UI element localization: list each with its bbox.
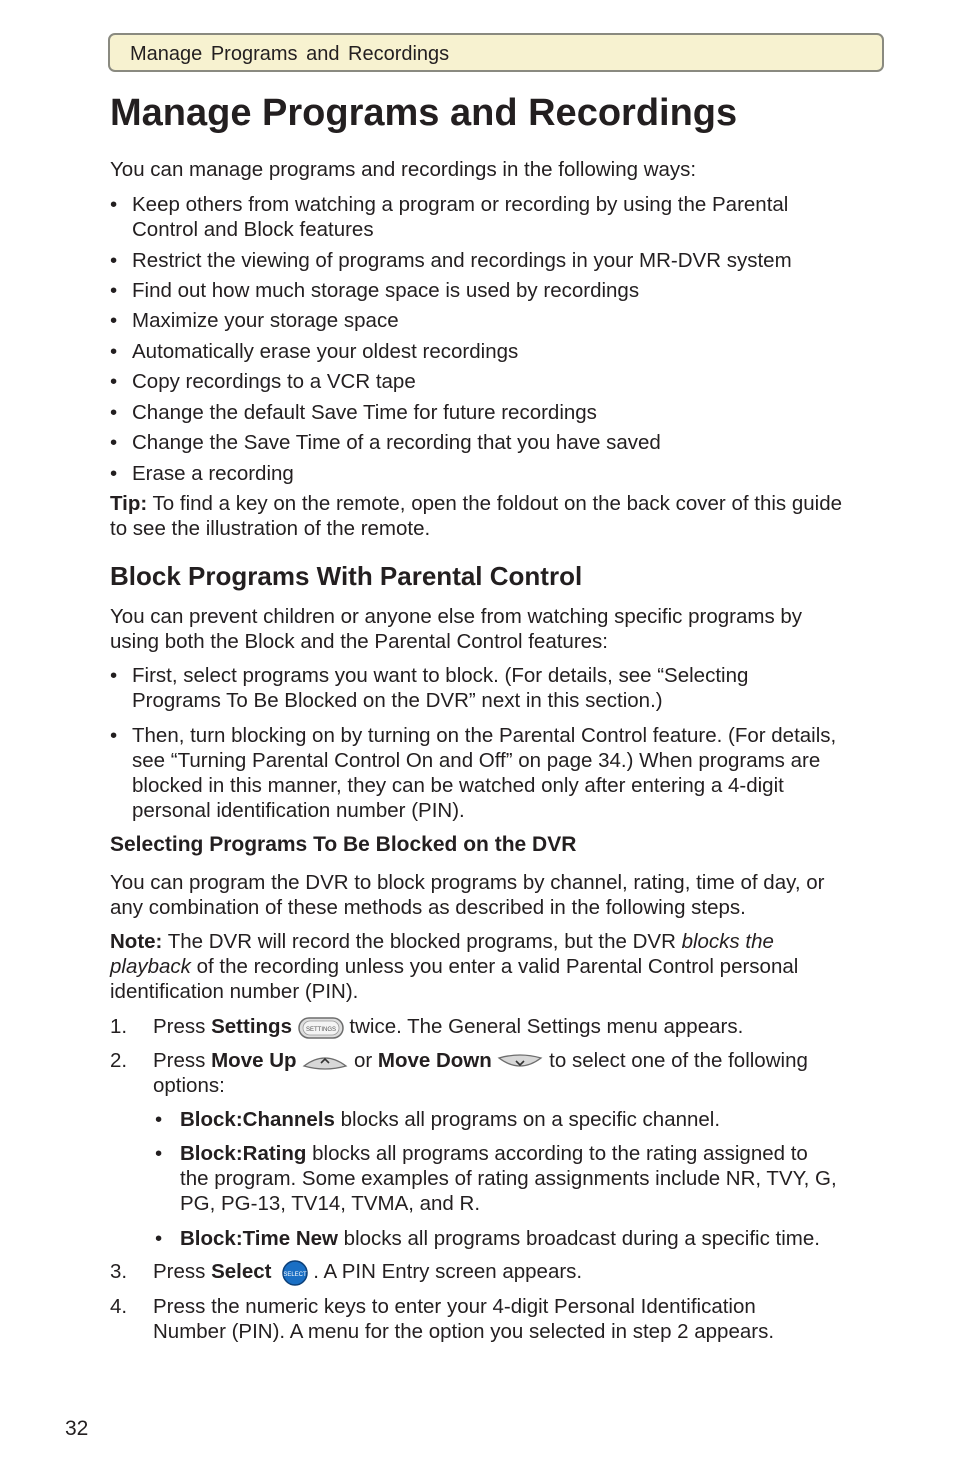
note-text: The DVR will record the blocked programs, but the DVR	[162, 930, 682, 953]
note-paragraph	[110, 929, 798, 1004]
select-button-icon	[277, 1260, 313, 1286]
step-number: 2.	[110, 1049, 128, 1072]
paragraph-line: You can prevent children or anyone else from watching specific programs by	[110, 605, 803, 628]
list-item-line: Change the Save Time of a recording that you have saved	[132, 431, 661, 454]
option-text: PG, PG-13, TV14, TVMA, and R.	[180, 1192, 481, 1215]
section-heading: Block Programs With Parental Control	[110, 561, 583, 591]
list-item-line: Programs To Be Blocked on the DVR” next in this section.)	[132, 689, 663, 712]
paragraph-line: any combination of these methods as described in the following steps.	[110, 896, 746, 919]
running-header-text: Manage Programs and Recordings	[130, 43, 450, 65]
step-text: twice. The General Settings menu appears.	[343, 1015, 744, 1038]
step-text: Press the numeric keys to enter your 4-digit Personal Identification	[153, 1295, 756, 1318]
page-title: Manage Programs and Recordings	[110, 92, 738, 134]
subsection-heading: Selecting Programs To Be Blocked on the DVR	[110, 833, 577, 856]
option-text: blocks all programs on a specific channel.	[334, 1108, 721, 1131]
step-text: . A PIN Entry screen appears.	[313, 1260, 583, 1283]
running-header-tab	[108, 33, 884, 72]
option-text: the program. Some examples of rating assignments include NR, TVY, G,	[180, 1167, 837, 1190]
list-item-line: Erase a recording	[132, 462, 294, 485]
option-key: Block:Time New	[180, 1227, 338, 1250]
tip-text: To find a key on the remote, open the foldout on the back cover of this guide	[147, 492, 843, 515]
note-emphasis: blocks the	[681, 930, 774, 953]
option-key: Block:Rating	[180, 1142, 307, 1165]
subsection-paragraph	[110, 870, 824, 920]
tip-label: Tip:	[110, 492, 148, 515]
list-item-line: Maximize your storage space	[132, 309, 399, 332]
section-paragraph	[110, 604, 802, 654]
tip-paragraph	[110, 491, 842, 541]
list-item-line: see “Turning Parental Control On and Off” on page 34.) When programs are	[132, 749, 821, 772]
note-label: Note:	[110, 930, 163, 953]
key-name: Move Up	[211, 1049, 297, 1072]
step-text: or	[348, 1049, 378, 1072]
list-item-line: blocked in this manner, they can be watched only after entering a 4-digit	[132, 774, 784, 797]
move-up-arrow-icon	[302, 1052, 348, 1072]
tip-text: to see the illustration of the remote.	[110, 517, 431, 540]
key-name: Move Down	[377, 1049, 492, 1072]
step-number: 1.	[110, 1015, 128, 1038]
key-name: Select	[211, 1260, 272, 1283]
step-text: Number (PIN). A menu for the option you selected in step 2 appears.	[153, 1320, 775, 1343]
step-text: options:	[153, 1074, 225, 1097]
list-item-line: Then, turn blocking on by turning on the Parental Control feature. (For details,	[132, 724, 837, 747]
step-text: Press	[153, 1015, 212, 1038]
list-item-line: Change the default Save Time for future recordings	[132, 401, 597, 424]
paragraph-line: You can program the DVR to block programs by channel, rating, time of day, or	[110, 871, 825, 894]
option-text: blocks all programs broadcast during a specific time.	[337, 1227, 820, 1250]
step-text: Press	[153, 1260, 212, 1283]
paragraph-line: using both the Block and the Parental Control features:	[110, 630, 609, 653]
list-item-line: Automatically erase your oldest recordings	[132, 340, 519, 363]
select-button-label: SELECT	[283, 1271, 307, 1278]
key-name: Settings	[211, 1015, 292, 1038]
list-item-line: Restrict the viewing of programs and recordings in your MR-DVR system	[132, 249, 792, 272]
option-key: Block:Channels	[180, 1108, 335, 1131]
step-text: to select one of the following	[543, 1049, 808, 1072]
page-number: 32	[65, 1417, 89, 1440]
note-emphasis: playback	[110, 955, 191, 978]
settings-button-label: SETTINGS	[305, 1026, 336, 1033]
note-text: of the recording unless you enter a valid Parental Control personal	[190, 955, 799, 978]
note-text: identification number (PIN).	[110, 980, 359, 1003]
move-down-arrow-icon	[497, 1052, 543, 1072]
list-item-line: personal identification number (PIN).	[132, 799, 465, 822]
settings-button-icon	[298, 1017, 344, 1039]
list-item-line: Control and Block features	[132, 218, 374, 241]
option-text: blocks all programs according to the rating assigned to	[306, 1142, 808, 1165]
list-item-line: Find out how much storage space is used by recordings	[132, 279, 640, 302]
list-item-line: Keep others from watching a program or recording by using the Parental	[132, 193, 789, 216]
step-number: 4.	[110, 1295, 128, 1318]
step-text: Press	[153, 1049, 212, 1072]
intro-text: You can manage programs and recordings in the following ways:	[110, 158, 697, 181]
step-number: 3.	[110, 1260, 128, 1283]
list-item-line: Copy recordings to a VCR tape	[132, 370, 416, 393]
list-item-line: First, select programs you want to block. (For details, see “Selecting	[132, 664, 749, 687]
